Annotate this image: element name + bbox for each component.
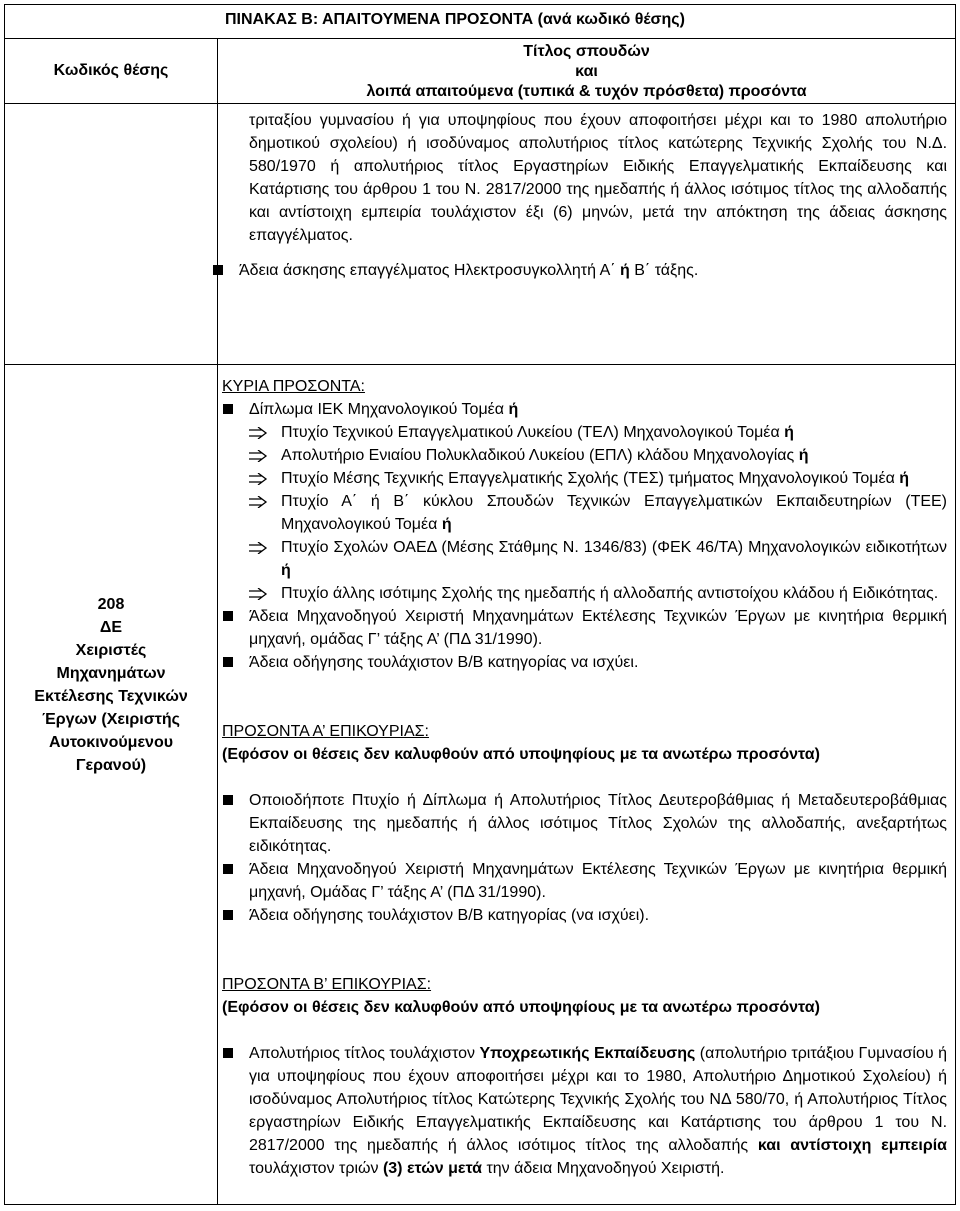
position-name-line: Μηχανημάτων xyxy=(56,664,166,682)
arrow-item xyxy=(222,490,947,536)
double-arrow-icon xyxy=(249,490,281,536)
header-title-line3: λοιπά απαιτούμενα (τυπικά & τυχόν πρόσθετα) προσόντα xyxy=(366,83,807,100)
kyria-bullet-3 xyxy=(222,651,947,674)
square-bullet-icon xyxy=(222,858,249,904)
b-epik-bullet-1-text: Απολυτήριος τίτλος τουλάχιστον Υποχρεωτικής Εκπαίδευσης (απολυτήριο τριτάξιου Γυμνασίου ή για υποψηφίους που έχουν αποφοιτήσει μέχρι και το 1980, Απολυτήριο Δημοτικού Σχολείου) ή ισοδύναμος Απολυτήριος τίτλος Κατώτερης Τεχνικής Σχολής του ΝΔ 580/70, ή Απολυτήριος Τίτλος εργαστηρίων Ειδικής Επαγγελματικής Εκπαίδευσης και Κατάρτισης του άρθρου 1 του Ν. 2817/2000 της ημεδαπής ή άλλος ισότιμος τίτλος της αλλοδαπής και αντίστοιχη εμπειρία τουλάχιστον τριών (3) ετών μετά την άδεια Μηχανοδηγού Χειριστή. xyxy=(249,1045,948,1177)
a-epik-bullet-2 xyxy=(222,858,947,904)
or-marker: ή xyxy=(281,562,291,579)
continuation-text: τριταξίου γυμνασίου ή για υποψηφίους που έχουν αποφοιτήσει μέχρι και το 1980 απολυτήριο δημοτικού σχολείου) ή ισοδύναμος απολυτήριος τίτλος κατώτερης Τεχνικής Σχολής του Ν.Δ. 580/1970 ή απολυτήριος τίτλος Εργαστηρίων Ειδικής Επαγγελματικής Εκπαίδευσης και Κατάρτισης του άρθρου 1 του Ν. 2817/2000 της ημεδαπής ή άλλος ισότιμος τίτλος της αλλοδαπής και αντίστοιχη εμπειρία τουλάχιστον έξι (6) μηνών, μετά την απόκτηση της άδειας άσκησης επαγγέλματος. xyxy=(249,112,948,244)
arrow-item-text: Πτυχίο άλλης ισότιμης Σχολής της ημεδαπής ή αλλοδαπής αντιστοίχου κλάδου ή Ειδικότητας. xyxy=(281,585,939,602)
kyria-bullet-1 xyxy=(222,398,947,421)
double-arrow-icon xyxy=(249,582,281,605)
position-code: 208 xyxy=(97,595,125,613)
position-name-line: Έργων (Χειριστής xyxy=(42,710,180,728)
or-marker: ή xyxy=(784,424,794,441)
position-name-line: Εκτέλεσης Τεχνικών xyxy=(34,687,188,705)
square-bullet-icon xyxy=(222,651,249,674)
square-bullet-icon xyxy=(222,789,249,858)
double-arrow-icon xyxy=(249,444,281,467)
header-title-column xyxy=(218,39,956,104)
position-code-cell xyxy=(5,365,218,1205)
header-title-line2: και xyxy=(575,63,598,80)
arrow-item-text: Πτυχίο Σχολών ΟΑΕΔ (Μέσης Στάθμης Ν. 1346/83) (ΦΕΚ 46/ΤΑ) Μηχανολογικών ειδικοτήτων xyxy=(281,539,948,556)
emphasis: (3) ετών μετά xyxy=(382,1160,482,1177)
continuation-bullet-or: ή xyxy=(620,262,630,279)
square-bullet-icon xyxy=(222,398,249,421)
double-arrow-icon xyxy=(249,536,281,582)
or-marker: ή xyxy=(899,470,910,487)
arrow-item-text: Πτυχίο Μέσης Τεχνικής Επαγγελματικής Σχολής (ΤΕΣ) τμήματος Μηχανολογικού Τομέα xyxy=(281,470,900,487)
arrow-item xyxy=(222,536,947,582)
square-bullet-icon xyxy=(212,259,239,282)
position-category: ΔΕ xyxy=(99,618,123,636)
arrow-item-text: Πτυχίο Τεχνικού Επαγγελματικού Λυκείου (ΤΕΛ) Μηχανολογικού Τομέα xyxy=(281,424,785,441)
a-epik-bullet-3-text: Άδεια οδήγησης τουλάχιστον Β/Β κατηγορίας (να ισχύει). xyxy=(249,907,650,924)
position-name-line: Γερανού) xyxy=(75,756,147,774)
continuation-code-cell xyxy=(5,104,218,365)
or-marker: ή xyxy=(441,516,452,533)
position-name-line: Αυτοκινούμενου xyxy=(48,733,174,751)
or-marker: ή xyxy=(508,401,519,418)
page xyxy=(4,4,955,1205)
b-epik-heading: ΠΡΟΣΟΝΤΑ Β’ ΕΠΙΚΟΥΡΙΑΣ: xyxy=(222,976,432,993)
position-name-line: Χειριστές xyxy=(75,641,147,659)
arrow-item xyxy=(222,582,947,605)
continuation-bullet-text: Άδεια άσκησης επαγγέλματος Ηλεκτροσυγκολλητή Α΄ xyxy=(239,262,621,279)
a-epik-bullet-3 xyxy=(222,904,947,927)
continuation-bullet-end: Β΄ τάξης. xyxy=(629,262,699,279)
kyria-bullet-1-text: Δίπλωμα ΙΕΚ Μηχανολογικού Τομέα xyxy=(249,401,509,418)
kyria-bullet-3-text: Άδεια οδήγησης τουλάχιστον Β/Β κατηγορίας να ισχύει. xyxy=(249,654,639,671)
continuation-cell xyxy=(218,104,956,365)
table-title: ΠΙΝΑΚΑΣ Β: ΑΠΑΙΤΟΥΜΕΝΑ ΠΡΟΣΟΝΤΑ (ανά κωδικό θέσης) xyxy=(5,5,956,39)
or-marker: ή xyxy=(798,447,809,464)
kyria-heading: ΚΥΡΙΑ ΠΡΟΣΟΝΤΑ: xyxy=(222,378,365,395)
arrow-item xyxy=(222,444,947,467)
header-code-column: Κωδικός θέσης xyxy=(5,39,218,104)
requirements-table xyxy=(4,4,956,1205)
double-arrow-icon xyxy=(249,421,281,444)
b-epik-bullet-1 xyxy=(222,1042,947,1180)
a-epik-bullet-2-text: Άδεια Μηχανοδηγού Χειριστή Μηχανημάτων Εκτέλεσης Τεχνικών Έργων με κινητήρια θερμική μηχανή, Ομάδας Γ’ τάξης Α’ (ΠΔ 31/1990). xyxy=(249,861,948,901)
arrow-item-text: Απολυτήριο Ενιαίου Πολυκλαδικού Λυκείου (ΕΠΛ) κλάδου Μηχανολογίας xyxy=(281,447,799,464)
a-epik-bullet-1 xyxy=(222,789,947,858)
double-arrow-icon xyxy=(249,467,281,490)
b-epik-subheading: (Εφόσον οι θέσεις δεν καλυφθούν από υποψηφίους με τα ανωτέρω προσόντα) xyxy=(222,999,820,1016)
arrow-item xyxy=(222,467,947,490)
square-bullet-icon xyxy=(222,605,249,651)
square-bullet-icon xyxy=(222,904,249,927)
emphasis: και αντίστοιχη εμπειρία xyxy=(757,1137,948,1154)
kyria-bullet-2-text: Άδεια Μηχανοδηγού Χειριστή Μηχανημάτων Εκτέλεσης Τεχνικών Έργων με κινητήρια θερμική μηχανή, ομάδας Γ’ τάξης Α’ (ΠΔ 31/1990). xyxy=(249,608,948,648)
emphasis: Υποχρεωτικής Εκπαίδευσης xyxy=(479,1045,696,1062)
square-bullet-icon xyxy=(222,1042,249,1180)
a-epik-bullet-1-text: Οποιοδήποτε Πτυχίο ή Δίπλωμα ή Απολυτήριος Τίτλος Δευτεροβάθμιας ή Μεταδευτεροβάθμιας Εκπαίδευσης της ημεδαπής ή άλλος ισότιμος Τίτλος Σχολών της αλλοδαπής, ανεξαρτήτως ειδικότητας. xyxy=(249,792,948,855)
continuation-bullet xyxy=(212,259,947,282)
arrow-item xyxy=(222,421,947,444)
requirements-cell xyxy=(218,365,956,1205)
kyria-bullet-2 xyxy=(222,605,947,651)
a-epik-subheading: (Εφόσον οι θέσεις δεν καλυφθούν από υποψηφίους με τα ανωτέρω προσόντα) xyxy=(222,746,820,763)
header-title-line1: Τίτλος σπουδών xyxy=(523,43,650,60)
arrow-item-text: Πτυχίο Α΄ ή Β΄ κύκλου Σπουδών Τεχνικών Επαγγελματικών Εκπαιδευτηρίων (ΤΕΕ) Μηχανολογικού Τομέα xyxy=(281,493,948,533)
a-epik-heading: ΠΡΟΣΟΝΤΑ Α’ ΕΠΙΚΟΥΡΙΑΣ: xyxy=(222,723,429,740)
